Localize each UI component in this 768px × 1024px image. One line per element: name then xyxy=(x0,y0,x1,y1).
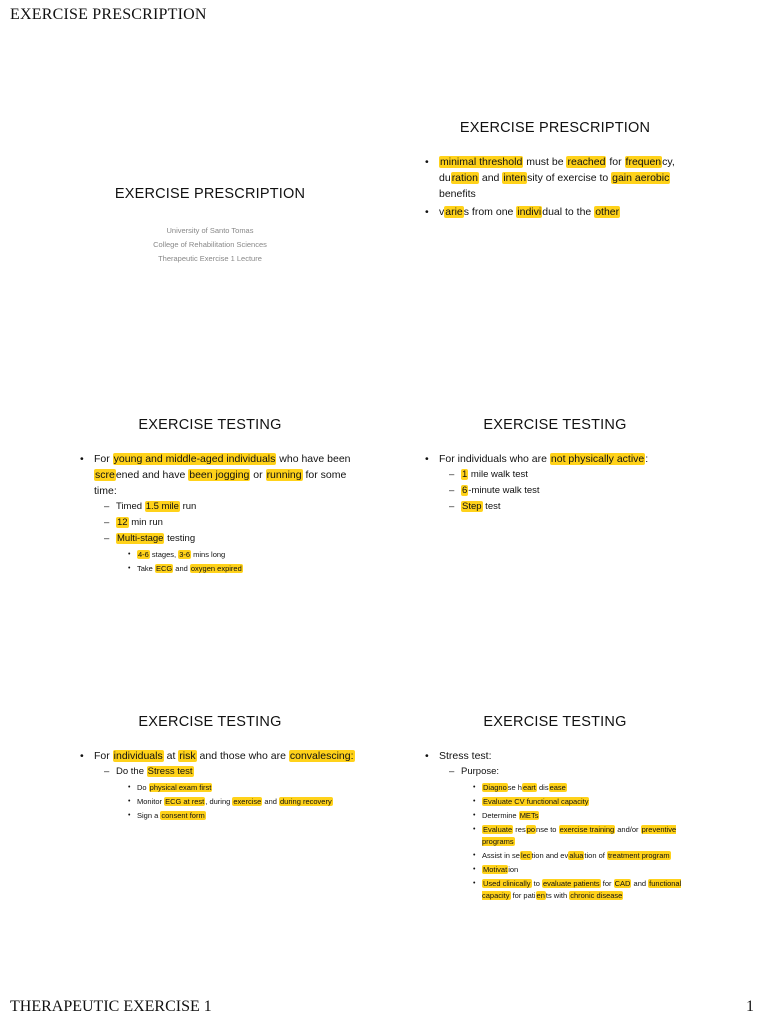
bullet-item xyxy=(128,810,360,822)
bullet-text: for pati xyxy=(510,891,536,900)
bullet-list-level-1 xyxy=(80,451,360,575)
highlighted-text: Step xyxy=(462,501,482,512)
slide-title: EXERCISE TESTING xyxy=(138,417,282,433)
highlighted-text: lec xyxy=(520,851,531,860)
bullet-item xyxy=(128,549,360,561)
bullet-list-level-3 xyxy=(116,782,360,822)
highlighted-text: individuals xyxy=(113,750,163,762)
bullet-item xyxy=(473,796,705,808)
slide-body xyxy=(80,451,360,575)
slide-body xyxy=(425,748,705,902)
highlighted-text: Multi-stage xyxy=(117,533,164,544)
bullet-item xyxy=(104,764,360,822)
bullet-text: at xyxy=(163,750,179,762)
bullet-text: run xyxy=(179,501,197,512)
page-header: EXERCISE PRESCRIPTION xyxy=(10,6,207,23)
bullet-list-level-2 xyxy=(94,499,360,575)
highlighted-text: Stress test xyxy=(147,766,193,777)
slide-title: EXERCISE PRESCRIPTION xyxy=(459,120,651,136)
bullet-item xyxy=(473,824,705,848)
bullet-text: ened and have xyxy=(115,469,189,481)
bullet-text: and xyxy=(262,797,280,806)
bullet-text: mile walk test xyxy=(468,469,528,480)
bullet-text: ts with xyxy=(545,891,570,900)
highlighted-text: preventive programs xyxy=(482,825,677,846)
highlighted-text: risk xyxy=(179,750,196,762)
subtitle-line: University of Santo Tomas xyxy=(166,226,254,235)
bullet-text: sity of exercise to xyxy=(527,172,612,184)
bullet-item xyxy=(473,810,705,822)
bullet-text: dis xyxy=(536,783,549,792)
bullet-text: Purpose: xyxy=(461,766,500,777)
bullet-text: For xyxy=(94,453,113,465)
slide-4 xyxy=(385,417,725,517)
bullet-text: testing xyxy=(164,533,196,544)
bullet-text: Take xyxy=(137,564,155,573)
bullet-list-level-1 xyxy=(425,154,705,220)
highlighted-text: 6 xyxy=(462,485,468,496)
bullet-text: For individuals who are xyxy=(439,453,550,465)
bullet-item xyxy=(473,864,705,876)
highlighted-text: eart xyxy=(522,783,536,792)
page-number: 1 xyxy=(746,998,754,1015)
bullet-text: or xyxy=(250,469,266,481)
bullet-text: and xyxy=(173,564,190,573)
slide-body xyxy=(425,451,705,515)
bullet-item xyxy=(128,782,360,794)
bullet-item xyxy=(473,878,705,902)
bullet-text: Stress test: xyxy=(439,750,492,762)
highlighted-text: 1 xyxy=(462,469,468,480)
highlighted-text: 12 xyxy=(117,517,128,528)
highlighted-text: ease xyxy=(549,783,566,792)
highlighted-text: functional capacity xyxy=(482,879,682,900)
slide-1 xyxy=(40,186,380,266)
bullet-item xyxy=(104,531,360,575)
bullet-text: for some time: xyxy=(94,469,347,497)
bullet-text: tion and ev xyxy=(531,851,569,860)
bullet-text: Timed xyxy=(116,501,145,512)
bullet-text: se h xyxy=(507,783,522,792)
highlighted-text: reached xyxy=(567,156,606,168)
highlighted-text: METs xyxy=(519,811,539,820)
slide-2 xyxy=(385,120,725,222)
bullet-item xyxy=(473,782,705,794)
bullet-item xyxy=(425,748,705,902)
bullet-text: min run xyxy=(128,517,163,528)
bullet-text: Do xyxy=(137,783,149,792)
slide-title: EXERCISE PRESCRIPTION xyxy=(114,186,306,202)
highlighted-text: frequen xyxy=(625,156,662,168)
highlighted-text: CAD xyxy=(614,879,631,888)
highlighted-text: convalescing: xyxy=(289,750,354,762)
slide-body xyxy=(80,748,360,822)
bullet-text: s from one xyxy=(463,206,517,218)
bullet-text: and xyxy=(478,172,503,184)
highlighted-text: alua xyxy=(569,851,584,860)
highlighted-text: Motivat xyxy=(483,865,508,874)
highlighted-text: 3-6 xyxy=(179,550,191,559)
subtitle-line: College of Rehabilitation Sciences xyxy=(153,240,267,249)
highlighted-text: scre xyxy=(95,469,115,481)
highlighted-text: treatment program xyxy=(607,851,670,860)
bullet-text: dual to the xyxy=(542,206,595,218)
highlighted-text: chronic disease xyxy=(570,891,623,900)
highlighted-text: during recovery xyxy=(280,797,332,806)
highlighted-text: minimal threshold xyxy=(440,156,523,168)
bullet-text: For xyxy=(94,750,113,762)
highlighted-text: oxygen expired xyxy=(190,564,242,573)
highlighted-text: young and middle-aged individuals xyxy=(113,453,276,465)
bullet-list-level-1 xyxy=(425,748,705,902)
bullet-text: test xyxy=(482,501,501,512)
bullet-text: , during xyxy=(205,797,233,806)
bullet-item xyxy=(473,850,705,862)
bullet-text: ion xyxy=(508,865,519,874)
bullet-text: mins long xyxy=(191,550,226,559)
highlighted-text: en xyxy=(536,891,545,900)
highlighted-text: evaluate patients xyxy=(542,879,600,888)
bullet-text: Do the xyxy=(116,766,147,777)
highlighted-text: Evaluate CV functional capacity xyxy=(483,797,589,806)
bullet-text: to xyxy=(531,879,542,888)
bullet-text: who have been xyxy=(276,453,351,465)
bullet-text: and/or xyxy=(615,825,641,834)
highlighted-text: ECG at rest xyxy=(165,797,205,806)
highlighted-text: exercise xyxy=(233,797,262,806)
bullet-item xyxy=(449,499,705,515)
bullet-text: v xyxy=(439,206,445,218)
bullet-text: Monitor xyxy=(137,797,165,806)
bullet-list-level-2 xyxy=(439,764,705,902)
highlighted-text: 4-6 xyxy=(138,550,149,559)
bullet-item xyxy=(80,748,360,822)
bullet-text: for xyxy=(606,156,625,168)
slide-body xyxy=(425,154,705,220)
highlighted-text: physical exam first xyxy=(149,783,212,792)
bullet-item xyxy=(449,467,705,483)
bullet-item xyxy=(425,154,705,202)
bullet-text: -minute walk test xyxy=(468,485,540,496)
highlighted-text: indivi xyxy=(517,206,542,218)
highlighted-text: ECG xyxy=(155,564,173,573)
bullet-list-level-2 xyxy=(439,467,705,515)
bullet-item xyxy=(128,563,360,575)
highlighted-text: ration xyxy=(451,172,478,184)
bullet-text: tion of xyxy=(584,851,607,860)
highlighted-text: consent form xyxy=(161,811,205,820)
highlighted-text: been jogging xyxy=(189,469,250,481)
bullet-item xyxy=(449,483,705,499)
slide-3 xyxy=(40,417,380,577)
highlighted-text: other xyxy=(595,206,620,218)
highlighted-text: Diagno xyxy=(483,783,507,792)
bullet-text: Assist in se xyxy=(482,851,520,860)
highlighted-text: arie xyxy=(445,206,463,218)
bullet-text: Sign a xyxy=(137,811,161,820)
slide-title: EXERCISE TESTING xyxy=(483,714,627,730)
bullet-item xyxy=(104,499,360,515)
bullet-text: : xyxy=(645,453,649,465)
bullet-text: must be xyxy=(523,156,567,168)
bullet-item xyxy=(425,451,705,515)
bullet-text: nse to xyxy=(536,825,559,834)
bullet-text: Determine xyxy=(482,811,519,820)
bullet-list-level-3 xyxy=(116,549,360,575)
bullet-item xyxy=(80,451,360,575)
bullet-list-level-2 xyxy=(94,764,360,822)
bullet-list-level-1 xyxy=(80,748,360,822)
bullet-item xyxy=(449,764,705,902)
slide-title: EXERCISE TESTING xyxy=(138,714,282,730)
slide-6 xyxy=(385,714,725,904)
highlighted-text: inten xyxy=(503,172,527,184)
subtitle-line: Therapeutic Exercise 1 Lecture xyxy=(158,254,262,263)
bullet-text: cy, du xyxy=(439,156,675,184)
highlighted-text: Used clinically xyxy=(483,879,531,888)
bullet-item xyxy=(425,204,705,220)
bullet-text: for xyxy=(600,879,614,888)
highlighted-text: 1.5 mile xyxy=(145,501,179,512)
bullet-text: and xyxy=(631,879,649,888)
highlighted-text: po xyxy=(526,825,536,834)
bullet-list-level-3 xyxy=(461,782,705,902)
slide-title: EXERCISE TESTING xyxy=(483,417,627,433)
bullet-text: benefits xyxy=(439,188,476,200)
highlighted-text: not physically active xyxy=(550,453,645,465)
bullet-item xyxy=(128,796,360,808)
bullet-item xyxy=(104,515,360,531)
highlighted-text: Evaluate xyxy=(483,825,513,834)
slide-5 xyxy=(40,714,380,824)
bullet-text: res xyxy=(513,825,526,834)
bullet-text: stages, xyxy=(149,550,179,559)
page-footer: THERAPEUTIC EXERCISE 1 xyxy=(10,998,212,1015)
bullet-list-level-1 xyxy=(425,451,705,515)
highlighted-text: exercise training xyxy=(559,825,615,834)
bullet-text: and those who are xyxy=(196,750,289,762)
highlighted-text: gain aerobic xyxy=(612,172,670,184)
highlighted-text: running xyxy=(266,469,302,481)
slide-subtitle xyxy=(40,224,380,266)
